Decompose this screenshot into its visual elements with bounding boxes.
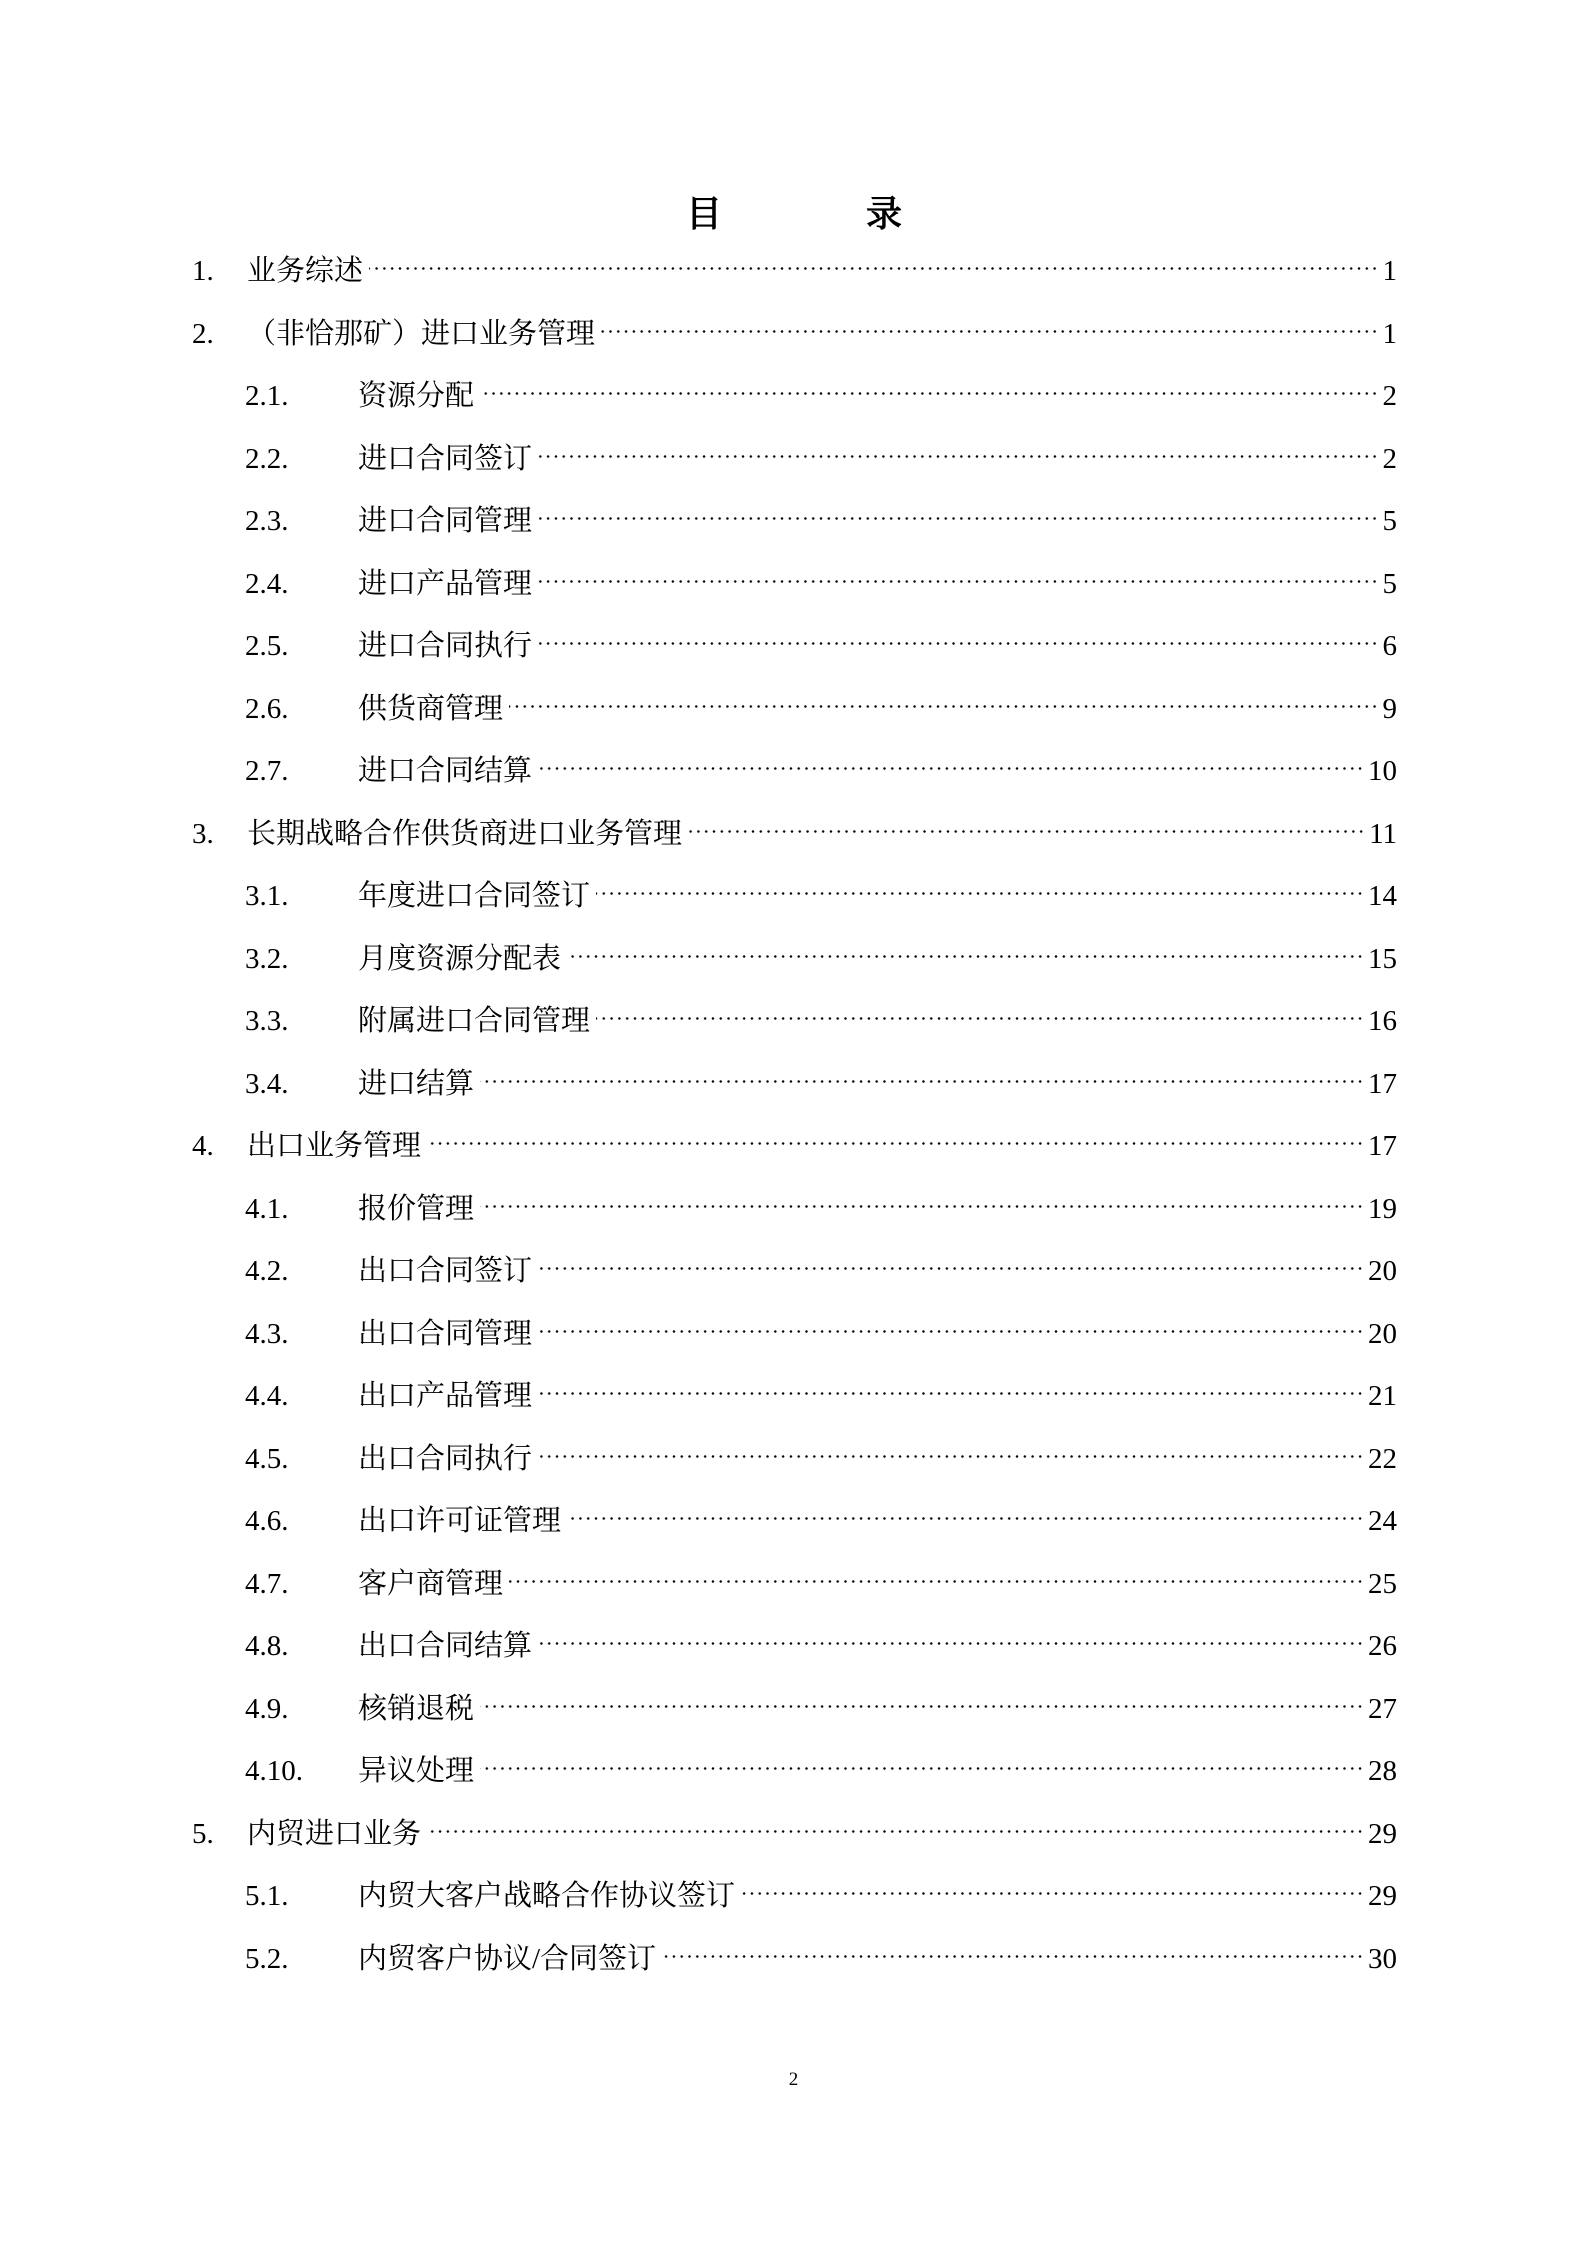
- toc-dot-leader: [741, 1865, 1364, 1905]
- toc-entry-4[interactable]: [192, 1115, 1397, 1162]
- toc-entry-number: 4.10.: [245, 1755, 303, 1787]
- toc-entry-page-number: 6: [1382, 630, 1397, 662]
- toc-entry-title: 客户商管理: [358, 1567, 504, 1600]
- toc-entry-title: 出口产品管理: [358, 1380, 533, 1412]
- toc-dot-leader: [427, 1803, 1364, 1843]
- toc-entry-title: 出口合同执行: [358, 1442, 533, 1475]
- toc-entry-page-number: 19: [1368, 1192, 1397, 1225]
- toc-dot-leader: [538, 740, 1364, 780]
- toc-entry-number: 2.6.: [245, 692, 289, 725]
- toc-dot-leader: [427, 1115, 1364, 1155]
- toc-entry-4-9[interactable]: [245, 1678, 1397, 1725]
- toc-entry-2-1[interactable]: [245, 365, 1397, 412]
- toc-entry-number: 3.: [192, 817, 214, 850]
- toc-dot-leader: [567, 1490, 1364, 1530]
- toc-entry-page-number: 29: [1368, 1880, 1397, 1912]
- toc-dot-leader: [596, 865, 1364, 905]
- toc-entry-number: 2.5.: [245, 630, 289, 662]
- toc-entry-title: 进口合同执行: [358, 630, 533, 662]
- toc-entry-5-1[interactable]: [245, 1865, 1397, 1912]
- toc-entry-4-2[interactable]: [245, 1240, 1397, 1287]
- toc-entry-2-3[interactable]: [245, 490, 1397, 537]
- toc-dot-leader: [601, 303, 1378, 343]
- toc-entry-4-4[interactable]: [245, 1365, 1397, 1412]
- toc-entry-page-number: 20: [1368, 1317, 1397, 1350]
- toc-title-char-1: 目: [686, 194, 723, 234]
- toc-entry-4-1[interactable]: [245, 1178, 1397, 1225]
- toc-entry-title: 核销退税: [358, 1692, 475, 1725]
- toc-entry-number: 2.7.: [245, 755, 289, 787]
- toc-entry-page-number: 17: [1368, 1130, 1397, 1162]
- toc-entry-number: 4.: [192, 1130, 214, 1162]
- toc-entry-title: 附属进口合同管理: [358, 1005, 591, 1037]
- toc-entry-title: 业务综述: [247, 255, 364, 287]
- toc-entry-title: 进口合同签订: [358, 442, 533, 475]
- toc-dot-leader: [538, 1240, 1364, 1280]
- toc-entry-title: 进口合同管理: [358, 505, 533, 537]
- toc-entry-2-7[interactable]: [245, 740, 1397, 787]
- toc-dot-leader: [596, 990, 1364, 1030]
- toc-entry-title: 出口合同签订: [358, 1255, 533, 1287]
- toc-entry-page-number: 22: [1368, 1442, 1397, 1475]
- toc-entry-number: 4.6.: [245, 1505, 289, 1537]
- toc-dot-leader: [688, 803, 1365, 843]
- toc-title-char-2: 录: [866, 194, 903, 234]
- toc-entry-3[interactable]: [192, 803, 1397, 850]
- toc-entry-2-2[interactable]: [245, 428, 1397, 475]
- toc-entry-page-number: 17: [1368, 1067, 1397, 1100]
- toc-entry-page-number: 28: [1368, 1755, 1397, 1787]
- toc-entry-number: 2.4.: [245, 567, 289, 600]
- toc-entry-title: 长期战略合作供货商进口业务管理: [247, 817, 683, 850]
- toc-dot-leader: [369, 240, 1378, 280]
- toc-entry-title: 进口结算: [358, 1067, 475, 1100]
- toc-dot-leader: [567, 928, 1364, 968]
- toc-dot-leader: [538, 615, 1378, 655]
- toc-dot-leader: [662, 1928, 1364, 1968]
- toc-entry-2-6[interactable]: [245, 678, 1397, 725]
- toc-entry-title: 出口许可证管理: [358, 1505, 562, 1537]
- toc-entry-title: 出口合同管理: [358, 1317, 533, 1350]
- toc-entry-title: 出口业务管理: [247, 1130, 422, 1162]
- toc-entry-page-number: 26: [1368, 1630, 1397, 1662]
- toc-entry-4-5[interactable]: [245, 1428, 1397, 1475]
- toc-entry-number: 4.7.: [245, 1567, 289, 1600]
- toc-entry-2[interactable]: [192, 303, 1397, 350]
- toc-dot-leader: [538, 1428, 1364, 1468]
- toc-dot-leader: [480, 1740, 1364, 1780]
- toc-entry-title: 进口产品管理: [358, 567, 533, 600]
- toc-entry-number: 3.4.: [245, 1067, 289, 1100]
- toc-dot-leader: [538, 553, 1378, 593]
- toc-entry-page-number: 15: [1368, 942, 1397, 975]
- toc-entry-3-1[interactable]: [245, 865, 1397, 912]
- toc-entry-2-4[interactable]: [245, 553, 1397, 600]
- toc-entry-3-4[interactable]: [245, 1053, 1397, 1100]
- toc-dot-leader: [480, 1053, 1364, 1093]
- toc-entry-page-number: 5: [1382, 567, 1397, 600]
- toc-entry-title: 进口合同结算: [358, 755, 533, 787]
- toc-entry-1[interactable]: [192, 240, 1397, 287]
- toc-entry-page-number: 20: [1368, 1255, 1397, 1287]
- toc-dot-leader: [538, 1615, 1364, 1655]
- toc-entry-page-number: 1: [1382, 317, 1397, 350]
- toc-entry-5[interactable]: [192, 1803, 1397, 1850]
- toc-dot-leader: [538, 1303, 1364, 1343]
- toc-dot-leader: [480, 1178, 1364, 1218]
- toc-entry-title: 内贸进口业务: [247, 1817, 422, 1850]
- toc-entry-page-number: 27: [1368, 1692, 1397, 1725]
- toc-dot-leader: [480, 365, 1378, 405]
- toc-entry-number: 4.4.: [245, 1380, 289, 1412]
- toc-entry-page-number: 11: [1369, 817, 1397, 850]
- toc-entry-page-number: 25: [1368, 1567, 1397, 1600]
- toc-entry-number: 5.: [192, 1817, 214, 1850]
- toc-entry-number: 2.3.: [245, 505, 289, 537]
- toc-entry-number: 2.1.: [245, 380, 289, 412]
- toc-entry-number: 5.1.: [245, 1880, 289, 1912]
- toc-entry-3-2[interactable]: [245, 928, 1397, 975]
- toc-entry-page-number: 2: [1382, 442, 1397, 475]
- toc-entry-number: 1.: [192, 255, 214, 287]
- toc-entry-title: 月度资源分配表: [358, 942, 562, 975]
- toc-entry-number: 3.1.: [245, 880, 289, 912]
- toc-entry-number: 2.: [192, 317, 214, 350]
- toc-entry-title: 年度进口合同签订: [358, 880, 591, 912]
- toc-entry-title: （非恰那矿）进口业务管理: [247, 317, 596, 350]
- toc-dot-leader: [538, 490, 1378, 530]
- toc-entry-number: 3.2.: [245, 942, 289, 975]
- toc-entry-number: 4.8.: [245, 1630, 289, 1662]
- toc-entry-4-6[interactable]: [245, 1490, 1397, 1537]
- toc-dot-leader: [509, 678, 1378, 718]
- toc-entry-title: 出口合同结算: [358, 1630, 533, 1662]
- toc-entry-3-3[interactable]: [245, 990, 1397, 1037]
- toc-entry-number: 4.3.: [245, 1317, 289, 1350]
- toc-entry-4-10[interactable]: [245, 1740, 1397, 1787]
- toc-entry-2-5[interactable]: [245, 615, 1397, 662]
- toc-entry-page-number: 9: [1382, 692, 1397, 725]
- toc-entry-page-number: 16: [1368, 1005, 1397, 1037]
- toc-entry-page-number: 29: [1368, 1817, 1397, 1850]
- toc-entry-page-number: 5: [1382, 505, 1397, 537]
- toc-entry-title: 内贸客户协议/合同签订: [358, 1942, 657, 1975]
- toc-entry-page-number: 2: [1382, 380, 1397, 412]
- toc-entry-title: 资源分配: [358, 380, 475, 412]
- toc-dot-leader: [480, 1678, 1364, 1718]
- toc-entry-title: 供货商管理: [358, 692, 504, 725]
- toc-entry-number: 3.3.: [245, 1005, 289, 1037]
- toc-entry-page-number: 21: [1368, 1380, 1397, 1412]
- toc-entry-title: 报价管理: [358, 1192, 475, 1225]
- toc-entry-title: 异议处理: [358, 1755, 475, 1787]
- toc-entry-number: 4.5.: [245, 1442, 289, 1475]
- toc-dot-leader: [509, 1553, 1364, 1593]
- toc-entry-page-number: 30: [1368, 1942, 1397, 1975]
- footer-page-number: 2: [788, 2069, 799, 2090]
- toc-entry-number: 4.1.: [245, 1192, 289, 1225]
- toc-entry-page-number: 14: [1368, 880, 1397, 912]
- toc-dot-leader: [538, 428, 1378, 468]
- toc-entry-number: 2.2.: [245, 442, 289, 475]
- toc-entry-4-7[interactable]: [245, 1553, 1397, 1600]
- toc-entry-4-8[interactable]: [245, 1615, 1397, 1662]
- toc-dot-leader: [538, 1365, 1364, 1405]
- toc-entry-page-number: 10: [1368, 755, 1397, 787]
- toc-entry-number: 4.9.: [245, 1692, 289, 1725]
- toc-entry-number: 4.2.: [245, 1255, 289, 1287]
- toc-entry-title: 内贸大客户战略合作协议签订: [358, 1880, 736, 1912]
- toc-entry-number: 5.2.: [245, 1942, 289, 1975]
- toc-entry-4-3[interactable]: [245, 1303, 1397, 1350]
- toc-entry-5-2[interactable]: [245, 1928, 1397, 1975]
- toc-entry-page-number: 1: [1382, 255, 1397, 287]
- toc-entry-page-number: 24: [1368, 1505, 1397, 1537]
